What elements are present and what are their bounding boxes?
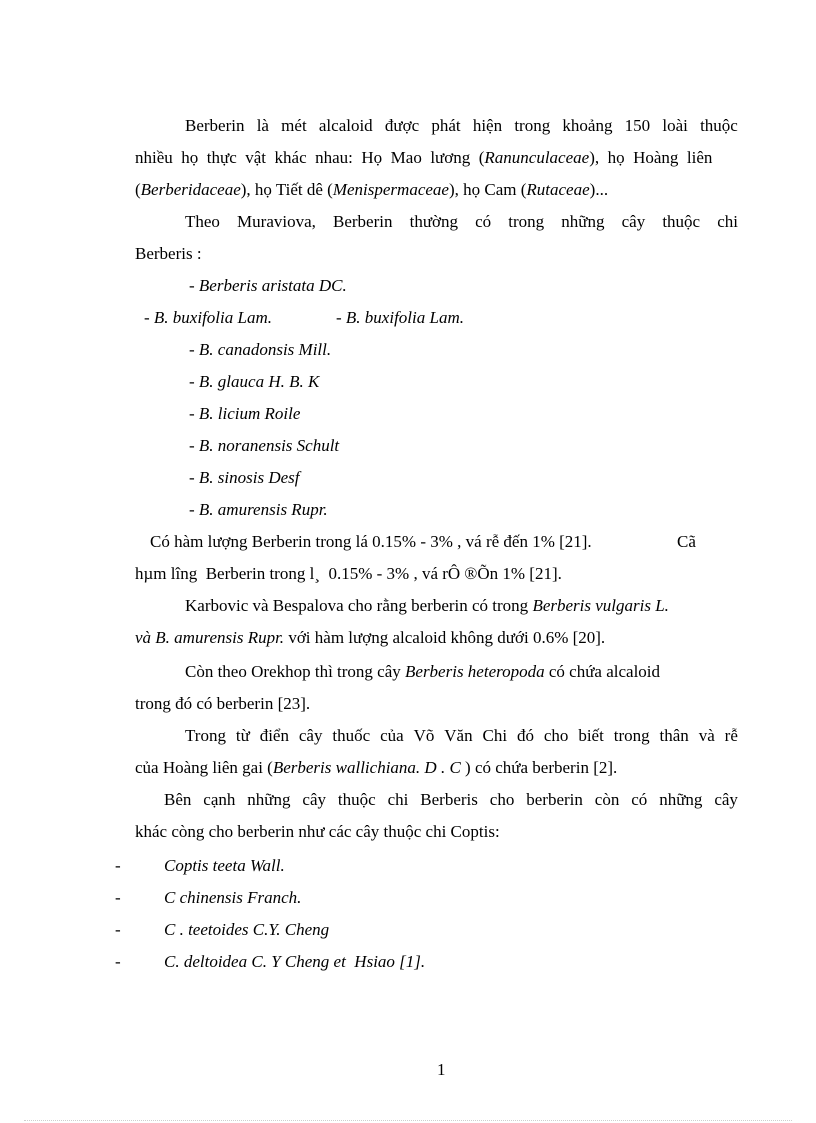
- para5-line1: Trong từ điển cây thuốc của Võ Văn Chi đó cho biết trong thân và rễ: [185, 726, 738, 745]
- species-item-2a: - B. buxifolia Lam.: [144, 308, 272, 327]
- para4-line1: Còn theo Orekhop thì trong cây Berberis heteropoda có chứa alcaloid: [185, 662, 661, 681]
- content-line-a: Có hàm lượng Berberin trong lá 0.15% - 3% , vá rễ đến 1% [21].: [150, 532, 592, 551]
- para1-line2: nhiều họ thực vật khác nhau: Họ Mao lương (Ranunculaceae), họ Hoàng liên: [135, 148, 713, 167]
- species-item-2b: - B. buxifolia Lam.: [336, 308, 464, 327]
- content-line-c: hµm lîng Berberin trong l¸ 0.15% - 3% , vá rÔ ®Õn 1% [21].: [135, 564, 562, 583]
- para3-line1: Karbovic và Bespalova cho rằng berberin có trong Berberis vulgaris L.: [185, 596, 669, 615]
- para6-line1: Bên cạnh những cây thuộc chi Berberis cho berberin còn có những cây: [164, 790, 738, 809]
- coptis-bullet-1: -: [115, 856, 121, 875]
- para5-line2: của Hoàng liên gai (Berberis wallichiana. D . C ) có chứa berberin [2].: [135, 758, 618, 777]
- content-line-b: Cã: [677, 532, 696, 551]
- coptis-bullet-2: -: [115, 888, 121, 907]
- species-item-1: - Berberis aristata DC.: [189, 276, 347, 295]
- page-number: 1: [437, 1060, 446, 1079]
- para1-line3: (Berberidaceae), họ Tiết dê (Menispermaceae), họ Cam (Rutaceae)...: [135, 180, 609, 199]
- coptis-item-2: C chinensis Franch.: [164, 888, 302, 907]
- page-bottom-rule: [24, 1120, 792, 1121]
- species-item-8: - B. amurensis Rupr.: [189, 500, 328, 519]
- coptis-item-3: C . teetoides C.Y. Cheng: [164, 920, 330, 939]
- coptis-item-1: Coptis teeta Wall.: [164, 856, 285, 875]
- coptis-bullet-3: -: [115, 920, 121, 939]
- para6-line2: khác còng cho berberin như các cây thuộc chi Coptis:: [135, 822, 500, 841]
- para2-line2: Berberis :: [135, 244, 202, 263]
- species-item-5: - B. licium Roile: [189, 404, 301, 423]
- species-item-4: - B. glauca H. B. K: [189, 372, 320, 391]
- species-item-7: - B. sinosis Desf: [189, 468, 300, 487]
- coptis-bullet-4: -: [115, 952, 121, 971]
- para4-line2: trong đó có berberin [23].: [135, 694, 311, 713]
- para3-line2: và B. amurensis Rupr. với hàm lượng alcaloid không dưới 0.6% [20].: [135, 628, 606, 647]
- coptis-item-4: C. deltoidea C. Y Cheng et Hsiao [1].: [164, 952, 426, 971]
- para2-line1: Theo Muraviova, Berberin thường có trong những cây thuộc chi: [185, 212, 738, 231]
- species-item-3: - B. canadonsis Mill.: [189, 340, 332, 359]
- species-item-6: - B. noranensis Schult: [189, 436, 340, 455]
- para1-line1: Berberin là mét alcaloid được phát hiện trong khoảng 150 loài thuộc: [185, 116, 738, 135]
